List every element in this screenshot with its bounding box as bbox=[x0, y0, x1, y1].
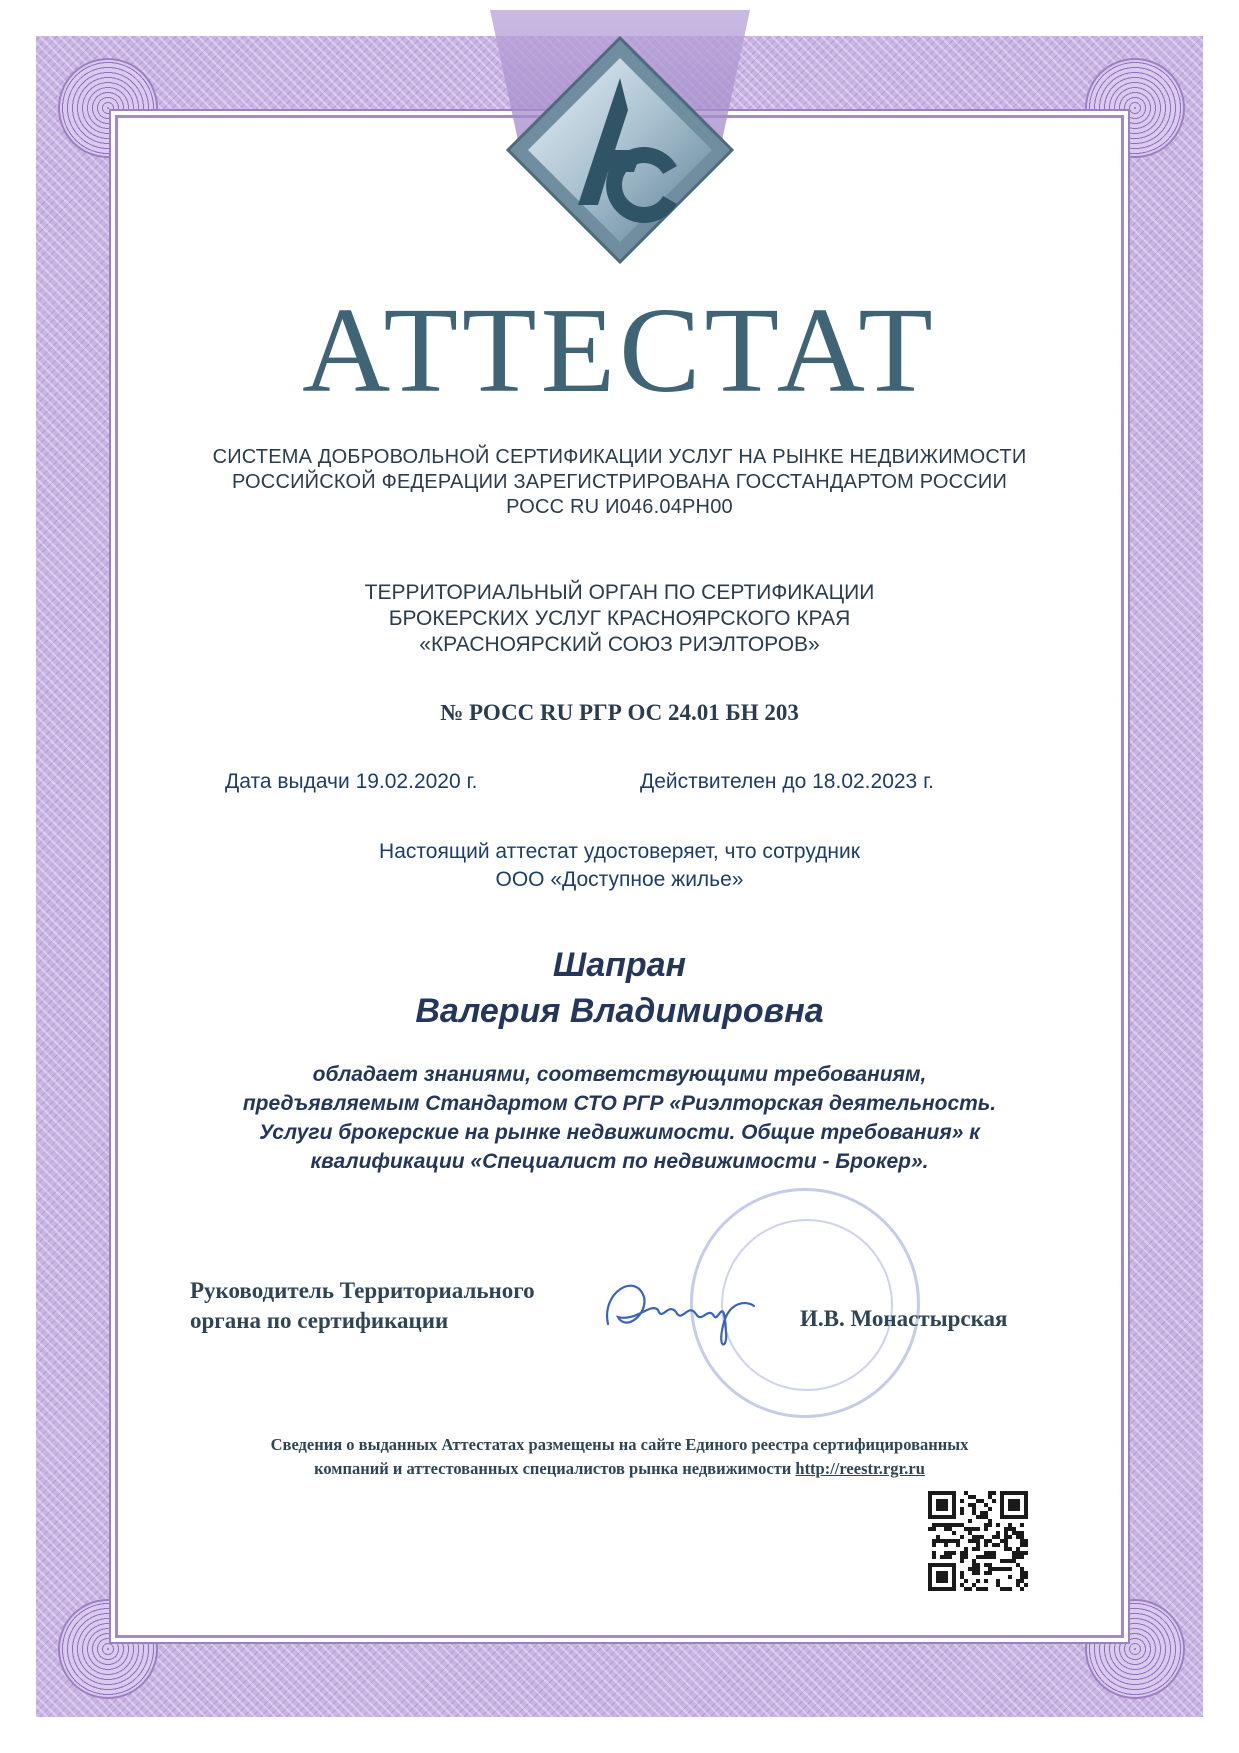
signatory-name: И.В. Монастырская bbox=[800, 1306, 1008, 1331]
signatory-title bbox=[190, 1276, 535, 1336]
person-name bbox=[154, 942, 1085, 1034]
certification-organ bbox=[154, 580, 1085, 658]
certificate-number: № РОСС RU РГР ОС 24.01 БН 203 bbox=[440, 700, 799, 725]
employer-name: ООО «Доступное жилье» bbox=[495, 868, 744, 891]
organ-line: БРОКЕРСКИХ УСЛУГ КРАСНОЯРСКОГО КРАЯ bbox=[388, 607, 851, 630]
person-given-names: Валерия Владимировна bbox=[415, 992, 824, 1030]
certificate-title: АТТЕСТАТ bbox=[302, 283, 937, 418]
valid-until-date: Действителен до 18.02.2023 г. bbox=[640, 770, 934, 793]
registry-line-text: компаний и аттестованных специалистов рынка недвижимости bbox=[314, 1459, 792, 1478]
handwritten-signature bbox=[596, 1262, 766, 1352]
issue-date: Дата выдачи 19.02.2020 г. bbox=[225, 770, 478, 793]
registry-line: Сведения о выданных Аттестатах размещены на сайте Единого реестра сертифицированных bbox=[270, 1435, 969, 1454]
certification-system bbox=[154, 445, 1085, 520]
qr-code bbox=[928, 1491, 1028, 1591]
system-line: СИСТЕМА ДОБРОВОЛЬНОЙ СЕРТИФИКАЦИИ УСЛУГ НА РЫНКЕ НЕДВИЖИМОСТИ bbox=[212, 446, 1027, 468]
system-line: РОССИЙСКОЙ ФЕДЕРАЦИИ ЗАРЕГИСТРИРОВАНА ГОССТАНДАРТОМ РОССИИ bbox=[231, 471, 1008, 493]
signatory-title-line: органа по сертификации bbox=[190, 1308, 449, 1333]
statement-line: Услуги брокерские на рынке недвижимости. Общие требования» к bbox=[259, 1121, 980, 1144]
organ-line: «КРАСНОЯРСКИЙ СОЮЗ РИЭЛТОРОВ» bbox=[419, 633, 820, 656]
organ-line: ТЕРРИТОРИАЛЬНЫЙ ОРГАН ПО СЕРТИФИКАЦИИ bbox=[364, 581, 875, 604]
statement-line: обладает знаниями, соответствующими требованиям, bbox=[312, 1063, 927, 1086]
statement-line: квалификации «Специалист по недвижимости - Брокер». bbox=[310, 1150, 929, 1173]
registry-line bbox=[154, 1457, 1085, 1481]
signatory-title-line: Руководитель Территориального bbox=[190, 1278, 535, 1303]
system-registration: РОСС RU И046.04РН00 bbox=[506, 496, 733, 518]
person-surname: Шапран bbox=[552, 946, 687, 984]
certifies-line: Настоящий аттестат удостоверяет, что сотрудник bbox=[379, 840, 860, 863]
registry-link[interactable]: http://reestr.rgr.ru bbox=[795, 1459, 925, 1478]
certifies-text bbox=[154, 838, 1085, 894]
registry-note bbox=[154, 1433, 1085, 1481]
statement-line: предъявляемым Стандартом СТО РГР «Риэлторская деятельность. bbox=[242, 1092, 997, 1115]
qualification-statement bbox=[154, 1060, 1085, 1176]
